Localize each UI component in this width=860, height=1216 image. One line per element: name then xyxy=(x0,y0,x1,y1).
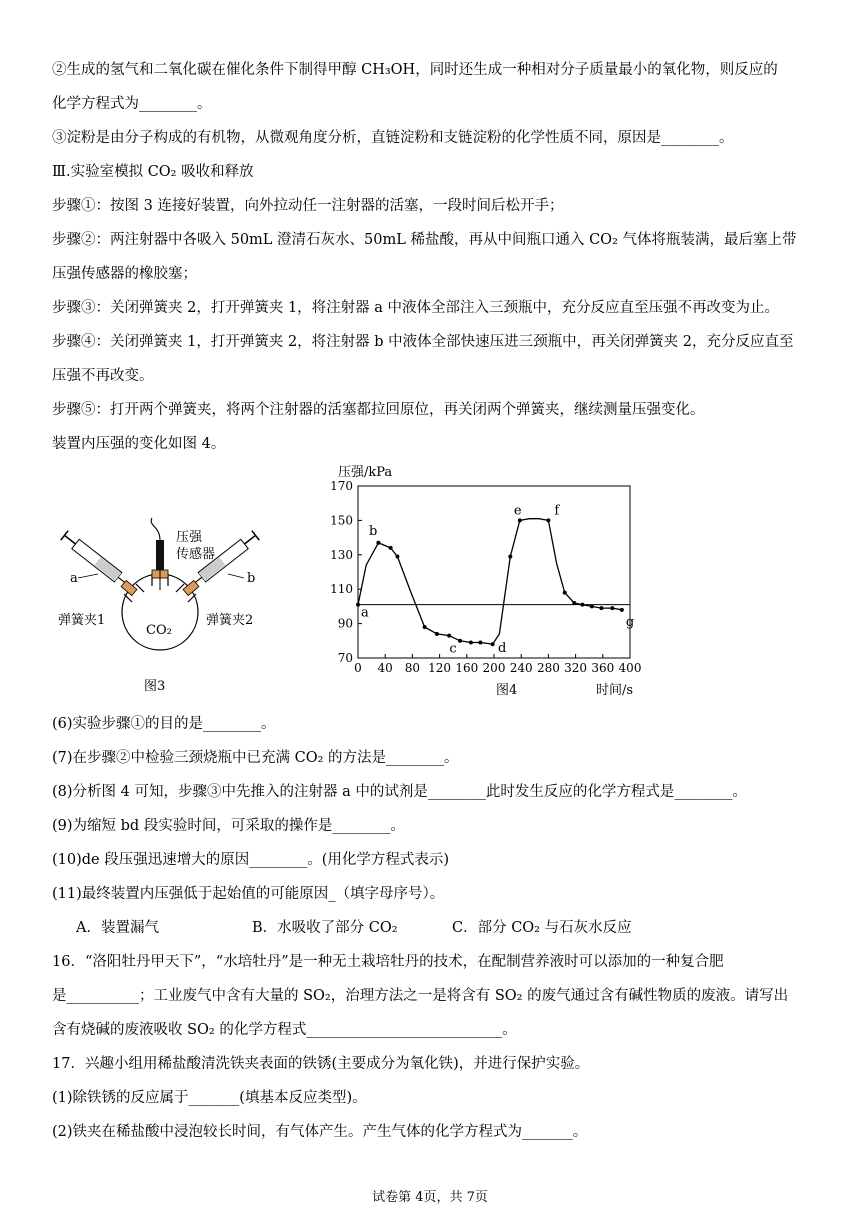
question-6: (6)实验步骤①的目的是________。 xyxy=(52,716,276,732)
data-point xyxy=(508,555,512,559)
x-tick-label: 280 xyxy=(536,661,560,675)
x-tick-label: 120 xyxy=(428,661,452,675)
text-line: 压强传感器的橡胶塞； xyxy=(52,266,197,282)
step-line: 步骤④：关闭弹簧夹 1，打开弹簧夹 2，将注射器 b 中液体全部快速压进三颈瓶中，再关闭弹簧夹 2，充分反应直至 xyxy=(52,334,794,350)
point-label-b: b xyxy=(368,523,378,539)
data-point xyxy=(469,641,473,645)
flask-label: CO₂ xyxy=(146,623,172,638)
data-point xyxy=(546,518,550,522)
question-16: 16．“洛阳牡丹甲天下”，“水培牡丹”是一种无土栽培牡丹的技术，在配制营养液时可以添加的一种复合肥 xyxy=(52,954,724,970)
question-17: 17．兴趣小组用稀盐酸清洗铁夹表面的铁锈(主要成分为氧化铁)，并进行保护实验。 xyxy=(52,1056,590,1072)
data-point xyxy=(610,606,614,610)
sensor-label: 压强 xyxy=(176,530,203,545)
x-tick-label: 200 xyxy=(482,661,506,675)
question-7: (7)在步骤②中检验三颈烧瓶中已充满 CO₂ 的方法是________。 xyxy=(52,750,459,766)
point-label-c: c xyxy=(449,641,457,657)
y-tick-label: 90 xyxy=(337,616,353,631)
option-b: B．水吸收了部分 CO₂ xyxy=(252,920,398,936)
y-tick-label: 170 xyxy=(330,479,353,493)
syringe-b-label: b xyxy=(247,571,256,586)
point-label-e: e xyxy=(513,503,522,519)
point-label-g: g xyxy=(625,614,635,630)
text-line: 化学方程式为________。 xyxy=(52,96,212,112)
data-point xyxy=(563,591,567,595)
y-tick-label: 70 xyxy=(337,651,353,665)
text-line: 压强不再改变。 xyxy=(52,368,154,384)
option-c: C．部分 CO₂ 与石灰水反应 xyxy=(452,920,632,936)
x-tick-label: 80 xyxy=(404,661,421,675)
x-tick-label: 320 xyxy=(564,661,588,675)
data-point xyxy=(590,604,594,608)
question-9: (9)为缩短 bd 段实验时间，可采取的操作是________。 xyxy=(52,818,405,834)
step-line: 步骤③：关闭弹簧夹 2，打开弹簧夹 1，将注射器 a 中液体全部注入三颈瓶中，充分反应直至压强不再改变为止。 xyxy=(52,300,780,316)
y-tick-label: 130 xyxy=(330,547,353,562)
point-label-a: a xyxy=(361,605,369,621)
x-tick-label: 240 xyxy=(509,661,533,675)
data-point xyxy=(580,603,584,607)
text-line: ③淀粉是由分子构成的有机物，从微观角度分析，直链淀粉和支链淀粉的化学性质不同，原因是________。 xyxy=(52,130,734,146)
question-17: (2)铁夹在稀盐酸中浸泡较长时间，有气体产生。产生气体的化学方程式为_______。 xyxy=(52,1124,588,1140)
y-tick-label: 150 xyxy=(330,513,353,528)
clip2-label: 弹簧夹2 xyxy=(206,613,254,628)
x-tick-label: 40 xyxy=(377,661,393,675)
data-point xyxy=(491,642,495,646)
text-line: 装置内压强的变化如图 4。 xyxy=(52,436,226,452)
data-point xyxy=(478,641,482,645)
point-label-f: f xyxy=(554,503,560,519)
sensor-label: 传感器 xyxy=(176,547,216,562)
y-axis-label: 压强/kPa xyxy=(338,465,393,480)
data-point xyxy=(376,541,380,545)
question-11: (11)最终装置内压强低于起始值的可能原因_（填字母序号）。 xyxy=(52,886,445,902)
question-10: (10)de 段压强迅速增大的原因________。(用化学方程式表示) xyxy=(52,852,450,868)
x-tick-label: 400 xyxy=(618,661,642,675)
x-axis-label: 时间/s xyxy=(596,683,634,698)
x-tick-label: 360 xyxy=(591,661,615,675)
data-point xyxy=(356,603,360,607)
section-heading: Ⅲ.实验室模拟 CO₂ 吸收和释放 xyxy=(52,164,254,180)
point-label-d: d xyxy=(498,641,507,657)
step-line: 步骤②：两注射器中各吸入 50mL 澄清石灰水、50mL 稀盐酸，再从中间瓶口通入 CO₂ 气体将瓶装满，最后塞上带 xyxy=(52,232,797,248)
page-footer: 试卷第 4页，共 7页 xyxy=(372,1190,488,1205)
data-point xyxy=(423,625,427,629)
data-point xyxy=(620,608,624,612)
question-17: (1)除铁锈的反应属于_______(填基本反应类型)。 xyxy=(52,1090,367,1106)
plot-frame xyxy=(358,486,630,658)
step-line: 步骤①：按图 3 连接好装置，向外拉动任一注射器的活塞，一段时间后松开手； xyxy=(52,198,564,214)
x-tick-label: 160 xyxy=(455,661,479,675)
y-tick-label: 110 xyxy=(330,582,353,597)
question-8: (8)分析图 4 可知，步骤③中先推入的注射器 a 中的试剂是________此时发生反应的化学方程式是________。 xyxy=(52,784,747,800)
question-16: 是__________；工业废气中含有大量的 SO₂，治理方法之一是将含有 SO₂ 的废气通过含有碱性物质的废液。请写出 xyxy=(52,988,789,1004)
data-point xyxy=(518,518,522,522)
question-16: 含有烧碱的废液吸收 SO₂ 的化学方程式___________________________。 xyxy=(52,1022,517,1038)
pressure-curve xyxy=(358,519,622,645)
option-a: A．装置漏气 xyxy=(76,920,159,936)
pressure-sensor xyxy=(156,540,164,570)
syringe-a-label: a xyxy=(70,571,78,586)
figure3-caption: 图3 xyxy=(144,679,166,694)
data-point xyxy=(572,601,576,605)
data-point xyxy=(395,555,399,559)
x-tick-label: 0 xyxy=(354,661,362,675)
data-point xyxy=(458,639,462,643)
step-line: 步骤⑤：打开两个弹簧夹，将两个注射器的活塞都拉回原位，再关闭两个弹簧夹，继续测量压强变化。 xyxy=(52,402,705,418)
apparatus-figure xyxy=(52,508,292,698)
data-point xyxy=(447,634,451,638)
data-point xyxy=(599,606,603,610)
clip1-label: 弹簧夹1 xyxy=(58,613,106,628)
data-point xyxy=(389,546,393,550)
figure4-caption: 图4 xyxy=(496,683,518,698)
text-line: ②生成的氢气和二氧化碳在催化条件下制得甲醇 CH₃OH，同时还生成一种相对分子质量最小的氧化物，则反应的 xyxy=(52,62,778,78)
pressure-chart xyxy=(318,458,658,706)
data-point xyxy=(435,632,439,636)
